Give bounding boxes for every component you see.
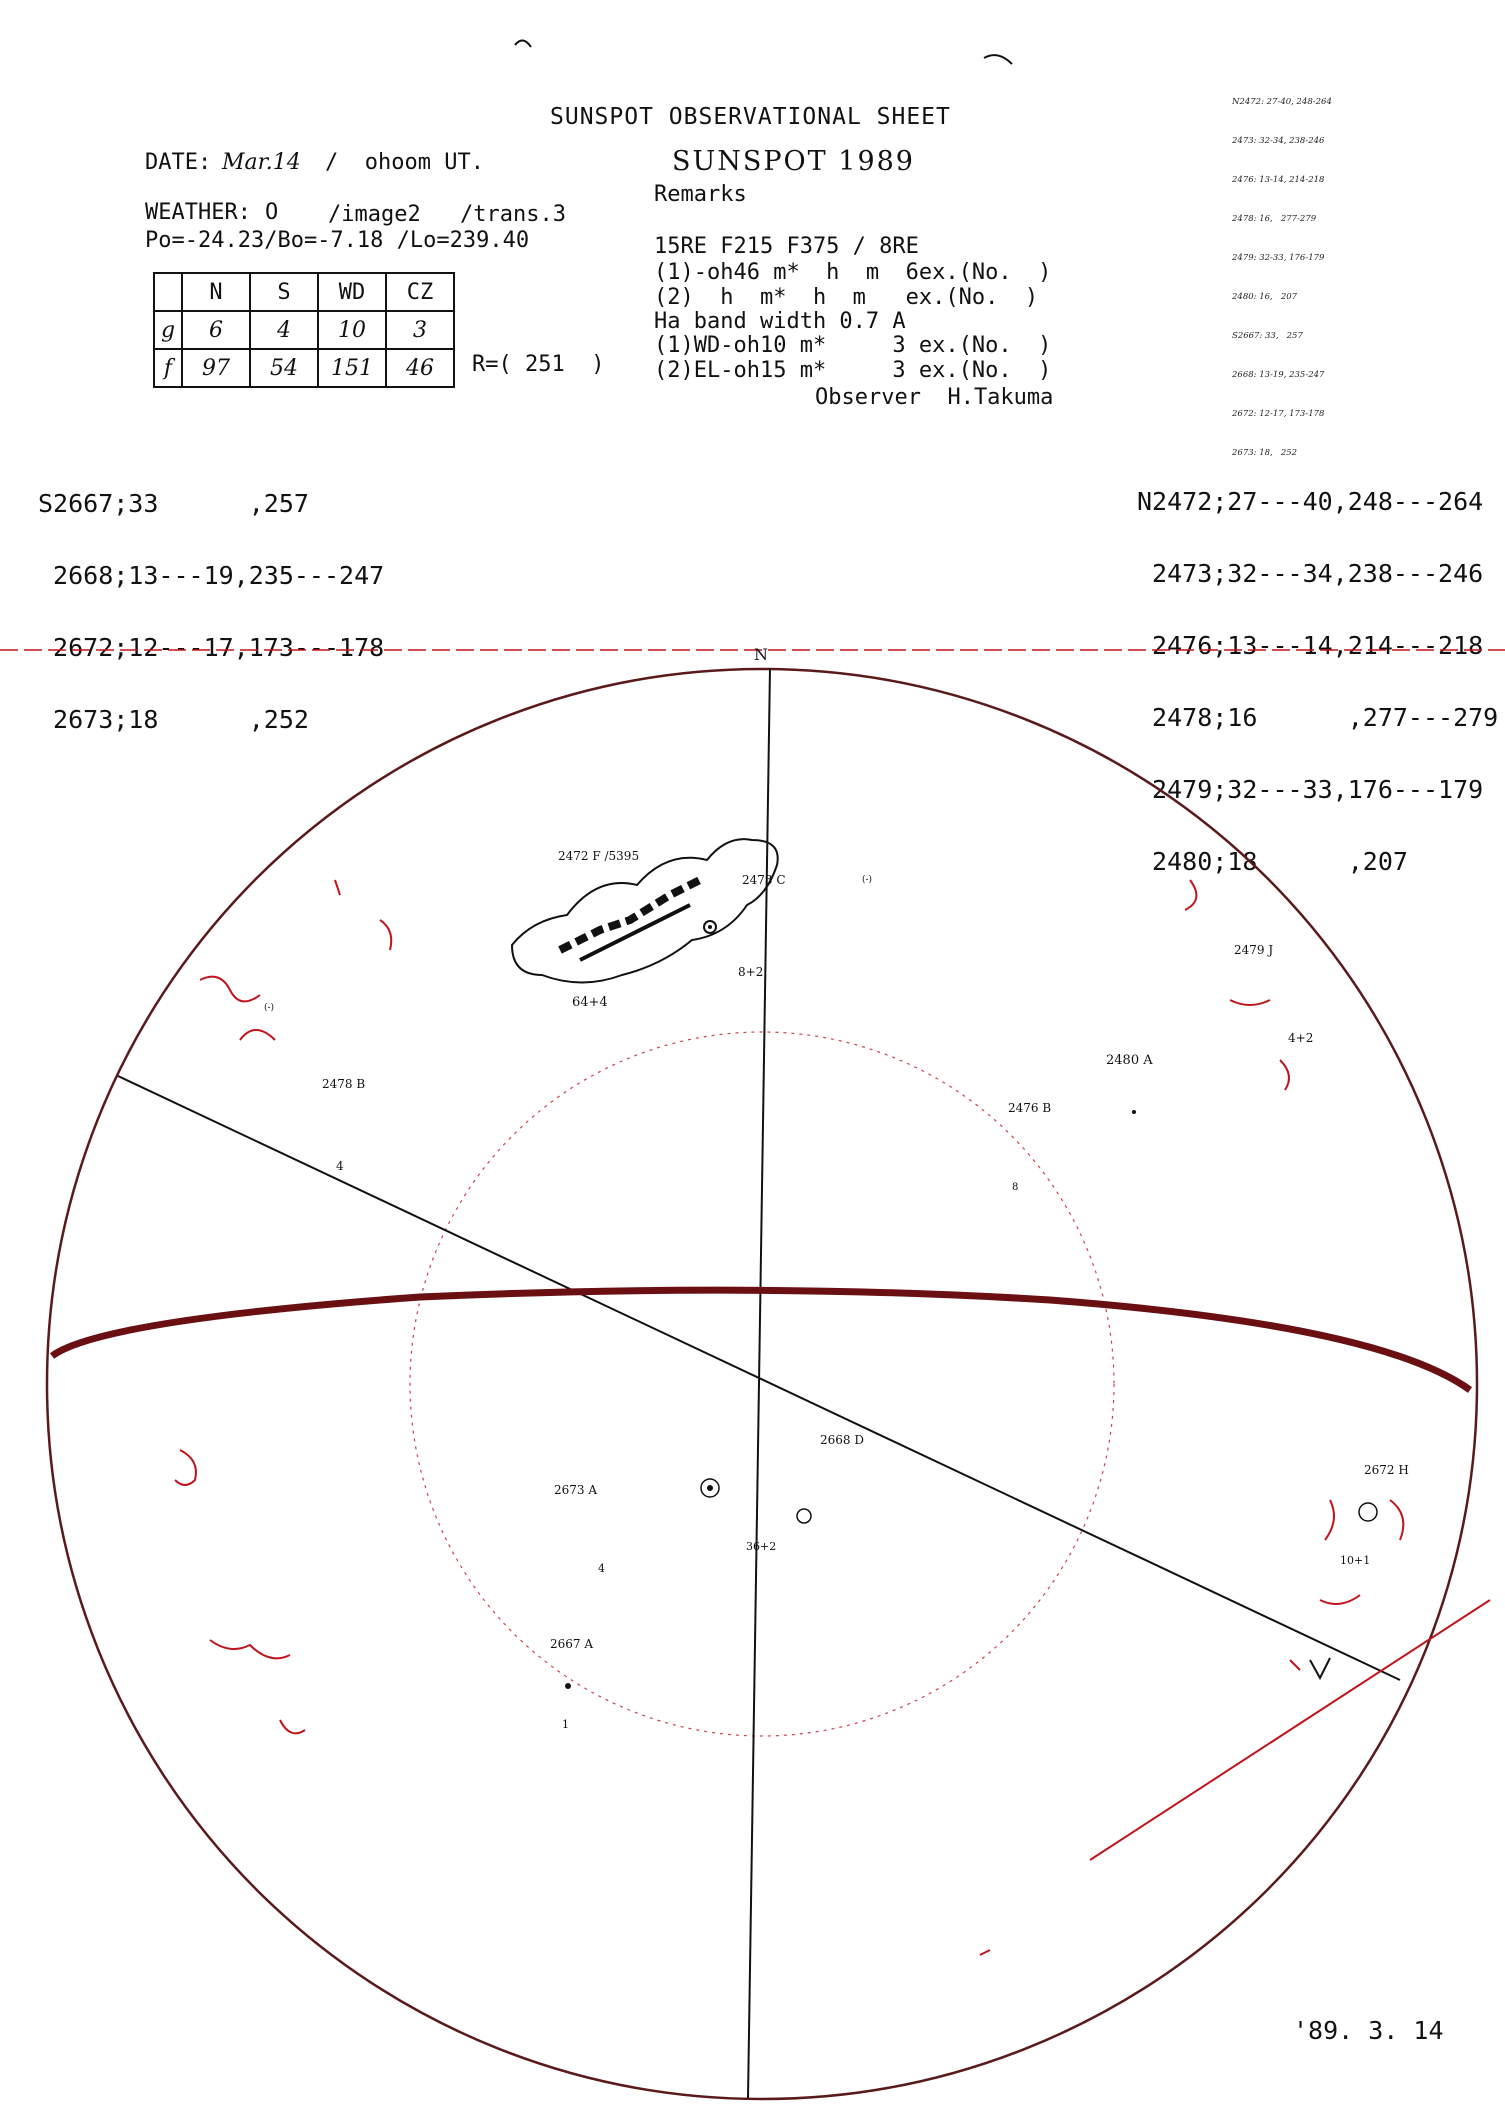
label-2668: 2668 D xyxy=(820,1433,864,1447)
list-item: 2479;32---33,176---179 xyxy=(1137,775,1484,804)
sunspot-group-2472 xyxy=(512,839,778,982)
north-mark: N xyxy=(754,645,768,664)
note-line: 2479: 32-33, 176-179 xyxy=(1232,253,1325,263)
date-stamp: '89. 3. 14 xyxy=(1293,2016,1444,2045)
axis-label-4: 4 xyxy=(336,1159,344,1173)
counts-header-cell: WD xyxy=(318,273,386,311)
counts-cell: f xyxy=(154,349,182,387)
list-item: 2476;13---14,214---218 xyxy=(1137,631,1484,660)
remarks-line-3: (2) h m* h m ex.(No. ) xyxy=(654,285,1039,310)
trans-value: /trans.3 xyxy=(460,202,566,227)
weather-label: WEATHER: xyxy=(145,200,251,225)
label-2667-count: 1 xyxy=(562,1718,569,1731)
counts-cell: 97 xyxy=(182,349,250,387)
counts-cell: g xyxy=(154,311,182,349)
note-line: 2480: 16, 207 xyxy=(1232,292,1298,302)
misc-label-2: (-) xyxy=(264,1003,275,1013)
date-value: Mar.14 xyxy=(222,150,301,175)
list-item: S2667;33 ,257 xyxy=(38,489,309,518)
weather-value: O xyxy=(265,200,279,225)
list-item: N2472;27---40,248---264 xyxy=(1137,487,1484,516)
counts-cell: 3 xyxy=(386,311,454,349)
label-2673-count: 4 xyxy=(598,1562,605,1575)
stray-mark xyxy=(515,40,531,47)
sunspot-year-title: SUNSPOT 1989 xyxy=(672,146,915,177)
sheet-title: SUNSPOT OBSERVATIONAL SHEET xyxy=(550,104,951,130)
note-line: 2668: 13-19, 235-247 xyxy=(1232,370,1325,380)
label-2479: 2479 J xyxy=(1234,943,1274,957)
time-value: / ohoom UT. xyxy=(325,150,484,175)
observer-line: Observer H.Takuma xyxy=(815,385,1054,410)
list-item: 2478;16 ,277---279 xyxy=(1137,703,1499,732)
list-item: 2668;13---19,235---247 xyxy=(38,561,385,590)
list-item: 2673;18 ,252 xyxy=(38,705,309,734)
remarks-line-5: (1)WD-oh10 m* 3 ex.(No. ) xyxy=(654,333,1052,358)
list-item: 2480;18 ,207 xyxy=(1137,847,1408,876)
label-2668-count: 36+2 xyxy=(746,1540,777,1553)
remarks-line-2: (1)-oh46 m* h m 6ex.(No. ) xyxy=(654,260,1052,285)
remarks-line-4: Ha band width 0.7 A xyxy=(654,309,906,334)
misc-label-1: (-) xyxy=(862,875,873,885)
label-2479-count: 4+2 xyxy=(1288,1031,1314,1045)
counts-header-cell: N xyxy=(182,273,250,311)
stray-mark xyxy=(984,55,1012,64)
counts-cell: 54 xyxy=(250,349,318,387)
spot-marks xyxy=(565,1110,1377,1689)
label-2673: 2673 A xyxy=(554,1483,598,1497)
label-2476-count: 8 xyxy=(1012,1182,1019,1193)
date-label: DATE: xyxy=(145,150,212,175)
counts-cell: 151 xyxy=(318,349,386,387)
label-2476: 2476 B xyxy=(1008,1101,1052,1115)
remarks-line-1: 15RE F215 F375 / 8RE xyxy=(654,234,919,259)
remarks-line-6: (2)EL-oh15 m* 3 ex.(No. ) xyxy=(654,358,1052,383)
counts-cell: 10 xyxy=(318,311,386,349)
label-2473: 2473 C xyxy=(742,873,786,887)
label-2667: 2667 A xyxy=(550,1637,594,1651)
label-2672: 2672 H xyxy=(1364,1463,1409,1477)
label-2472-count: 64+4 xyxy=(572,995,608,1010)
list-item: 2672;12---17,173---178 xyxy=(38,633,385,662)
label-2478: 2478 B xyxy=(322,1077,366,1091)
label-2672-count: 10+1 xyxy=(1340,1554,1371,1567)
label-2473-count: 8+2 xyxy=(738,965,764,979)
label-2480: 2480 A xyxy=(1106,1053,1153,1068)
note-line: S2667: 33, 257 xyxy=(1232,331,1303,341)
note-line: N2472: 27-40, 248-264 xyxy=(1232,97,1332,107)
note-line: 2672: 12-17, 173-178 xyxy=(1232,409,1325,419)
note-line: 2476: 13-14, 214-218 xyxy=(1232,175,1325,185)
note-line: 2478: 16, 277-279 xyxy=(1232,214,1317,224)
counts-cell: 4 xyxy=(250,311,318,349)
label-2472: 2472 F /5395 xyxy=(558,849,640,863)
tilted-axis xyxy=(118,1076,1400,1680)
counts-header-cell: S xyxy=(250,273,318,311)
counts-cell: 6 xyxy=(182,311,250,349)
po-bo-lo: Po=-24.23/Bo=-7.18 /Lo=239.40 xyxy=(145,228,530,253)
counts-cell: 46 xyxy=(386,349,454,387)
counts-header-cell: CZ xyxy=(386,273,454,311)
image-value: /image2 xyxy=(328,202,421,227)
remarks-label: Remarks xyxy=(654,182,747,207)
r-value: R=( 251 ) xyxy=(472,352,605,377)
list-item: 2473;32---34,238---246 xyxy=(1137,559,1484,588)
note-line: 2473: 32-34, 238-246 xyxy=(1232,136,1325,146)
stray-mark xyxy=(1310,1658,1330,1678)
note-line: 2673: 18, 252 xyxy=(1232,448,1298,458)
